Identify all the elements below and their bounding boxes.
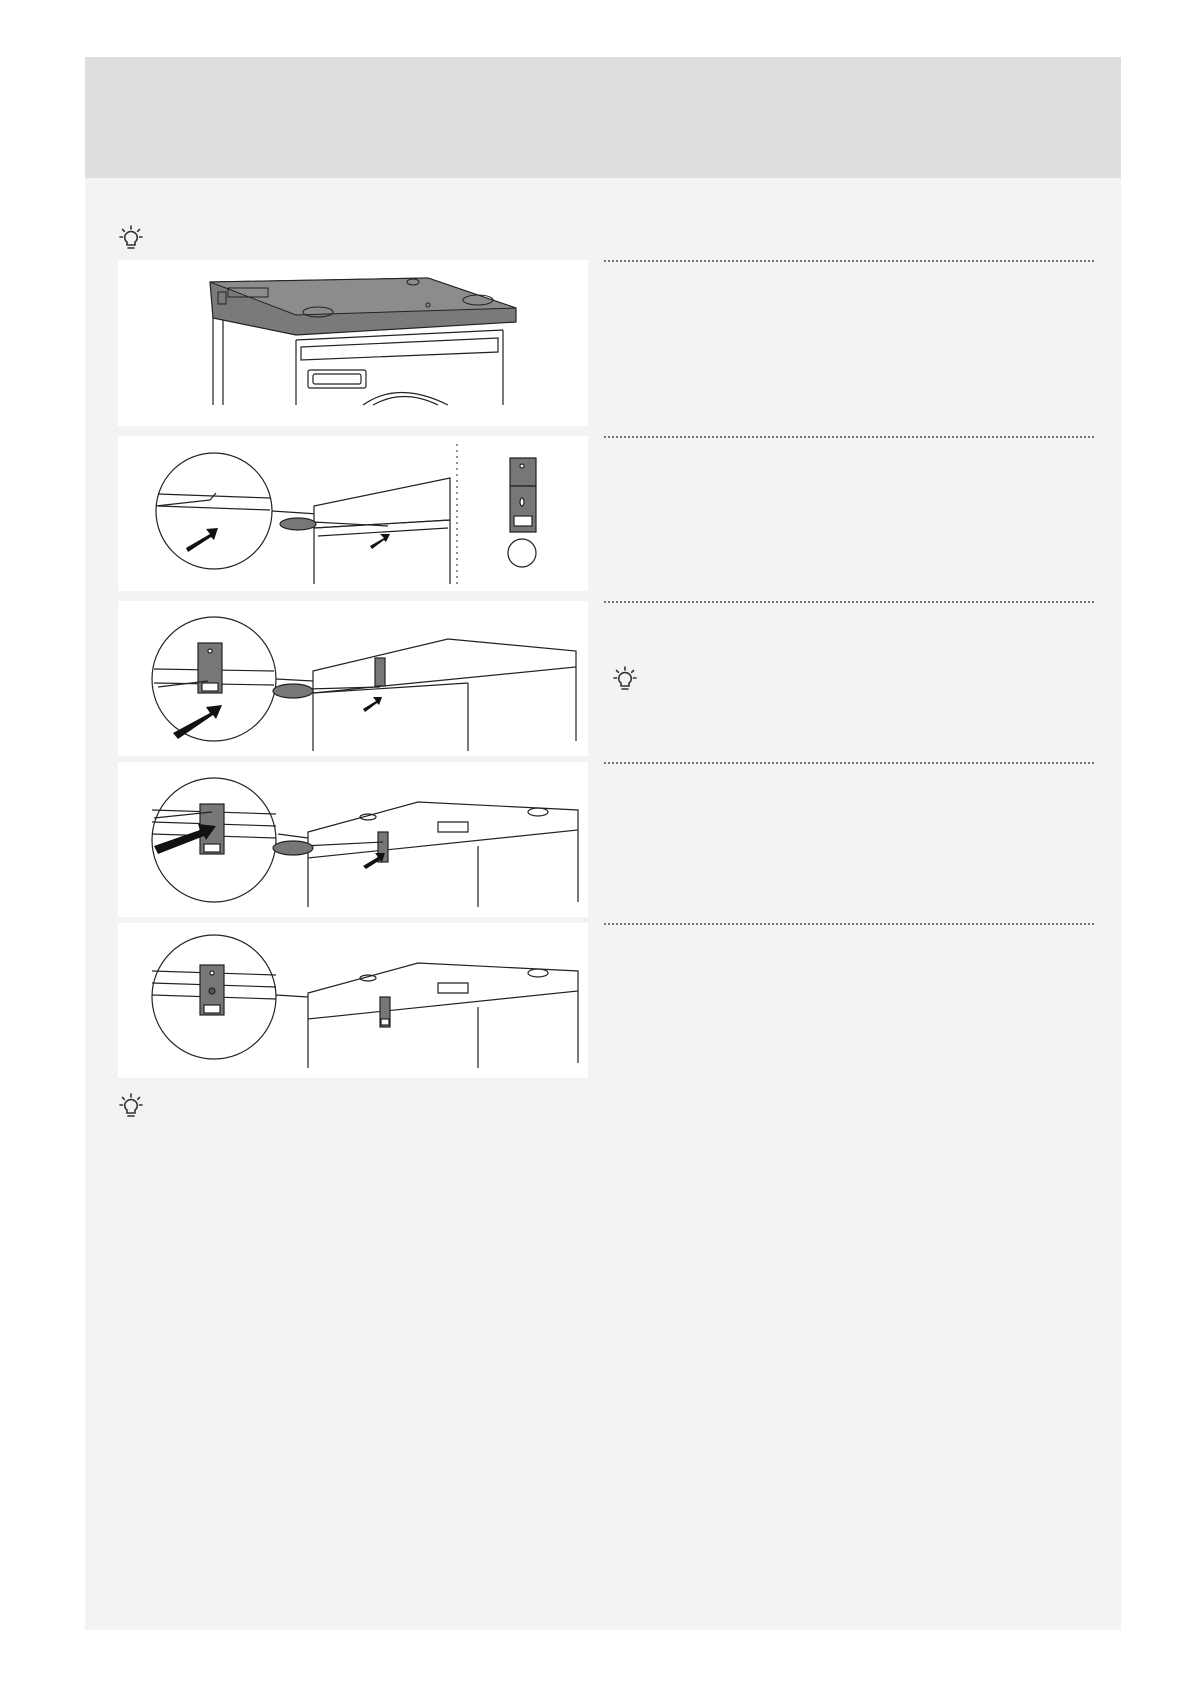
- header-band: [85, 57, 1121, 178]
- step-illustration-4: [118, 762, 588, 917]
- lightbulb-icon: [118, 225, 144, 253]
- lightbulb-icon: [612, 666, 638, 694]
- step-illustration-2: [118, 436, 588, 591]
- step-illustration-1: [118, 260, 588, 426]
- step-divider-3: [604, 601, 1094, 603]
- step-divider-4: [604, 762, 1094, 764]
- step-divider-2: [604, 436, 1094, 438]
- step-illustration-3: [118, 601, 588, 756]
- step-divider-1: [604, 260, 1094, 262]
- step-divider-5: [604, 923, 1094, 925]
- lightbulb-icon: [118, 1093, 144, 1121]
- step-illustration-5: [118, 923, 588, 1078]
- manual-page: [85, 57, 1121, 1630]
